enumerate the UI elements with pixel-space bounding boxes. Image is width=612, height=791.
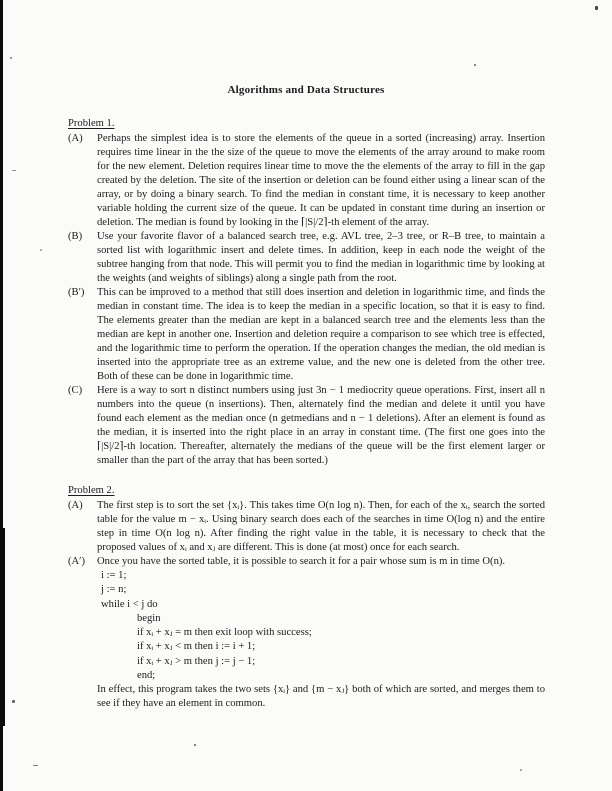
item-outro-text: In effect, this program takes the two sets {xᵢ} and {m − xⱼ} both of which are sorted, and merges them to see if they have an element in common. xyxy=(97,684,545,710)
item-text: Perhaps the simplest idea is to store the elements of the queue in a sorted (increasing) array. Insertion requires time linear in the the size of the queue to move the elements of the array around to make room for the new element. Deletion requires linear time to move the the elements of the array to fill in the gap created by the deletion. The site of the insertion or deletion can be found either using a linear scan of the array, or by doing a binary search. To find the median in constant time, it is necessary to keep another variable holding the current size of the queue. It can be updated in constant time during an insertion or deletion. The median is found by looking in the ⌈|S|/2⌉-th element of the array. xyxy=(97,133,545,228)
problem-1-section xyxy=(68,117,546,468)
item-text: The first step is to sort the set {xᵢ}. This takes time O(n log n). Then, for each of the xᵢ, search the sorted table for the value m − xᵢ. Using binary search does each of the searches in time O(log n) and the entire step in time O(n log n). After finding the right value in the table, it is necessary to check that the proposed values of xᵢ and xⱼ are different. This is done (at most) once for each search. xyxy=(97,500,545,553)
item-text: Use your favorite flavor of a balanced search tree, e.g. AVL tree, 2–3 tree, or R–B tree, to maintain a sorted list with logarithmic insert and delete times. In addition, keep in each node the weight of the subtree hanging from that node. This will permit you to find the median in logarithmic time by looking at the weights (and weights of siblings) along a single path from the root. xyxy=(97,231,545,284)
answer-item-a xyxy=(68,499,546,555)
problem-1-heading: Problem 1. xyxy=(68,118,115,129)
item-label: (A) xyxy=(68,500,83,511)
scan-speck xyxy=(194,744,196,746)
problem-2-heading: Problem 2. xyxy=(68,485,115,496)
code-line: i := 1; xyxy=(101,570,127,581)
answer-item-b xyxy=(68,230,546,286)
scan-speck xyxy=(474,64,476,66)
item-label: (B′) xyxy=(68,287,85,298)
answer-item-a xyxy=(68,132,546,230)
code-line: if xᵢ + xⱼ > m then j := j − 1; xyxy=(137,655,256,667)
item-body xyxy=(97,555,545,711)
item-label: (C) xyxy=(68,385,83,396)
code-line: j := n; xyxy=(101,584,127,596)
scan-speck xyxy=(520,769,522,771)
problem-2-items xyxy=(68,499,546,711)
scan-speck xyxy=(12,170,16,171)
answer-item-a-prime xyxy=(68,555,546,711)
item-label: (A) xyxy=(68,133,83,144)
scan-edge-artifact-thick xyxy=(0,528,5,726)
item-text: Once you have the sorted table, it is possible to search it for a pair whose sum is m in time O(n). xyxy=(97,556,506,567)
scan-speck xyxy=(10,57,12,59)
scan-speck xyxy=(12,700,15,703)
scan-speck xyxy=(40,249,42,251)
code-line: begin xyxy=(137,612,161,624)
answer-item-b-prime xyxy=(68,286,546,384)
item-label: (A′) xyxy=(68,556,86,567)
item-text: This can be improved to a method that still does insertion and deletion in logarithmic time, and finds the median in constant time. The idea is to keep the median in a specific location, so that it is easy to find. The elements greater than the median are kept in a balanced search tree and the elements less than the median are kept in another one. Insertion and deletion require a comparison to see which tree is effected, and the logarithmic time to perform the operation. If the operation changes the median, the old median is inserted into the appropriate tree as an extreme value, and the new one is deleted from the other tree. Both of these can be done in logarithmic time. xyxy=(97,287,545,382)
code-line: if xᵢ + xⱼ < m then i := i + 1; xyxy=(137,641,256,653)
code-line: while i < j do xyxy=(101,598,158,610)
scan-speck xyxy=(595,6,598,10)
item-text: Here is a way to sort n distinct numbers using just 3n − 1 mediocrity queue operations. First, insert all n numbers into the queue (n insertions). Then, alternately find the median and delete it until you have found each element as the median once (n getmedians and n − 1 deletions). After an element is found as the median, it is inserted into the right place in an array in constant time. (The first one goes into the ⌈|S|/2⌉-th location. Thereafter, alternately the medians of the queue will be the first element larger or smaller than the part of the array that has been sorted.) xyxy=(97,385,545,466)
scan-speck xyxy=(33,765,38,766)
page-title: Algorithms and Data Structures xyxy=(227,84,385,96)
item-label: (B) xyxy=(68,231,83,242)
answer-item-c xyxy=(68,384,546,468)
pseudocode-block xyxy=(97,569,545,683)
code-line: end; xyxy=(137,670,156,682)
problem-1-items xyxy=(68,132,546,468)
code-line: if xᵢ + xⱼ = m then exit loop with success; xyxy=(137,627,312,639)
problem-2-section xyxy=(68,484,546,711)
